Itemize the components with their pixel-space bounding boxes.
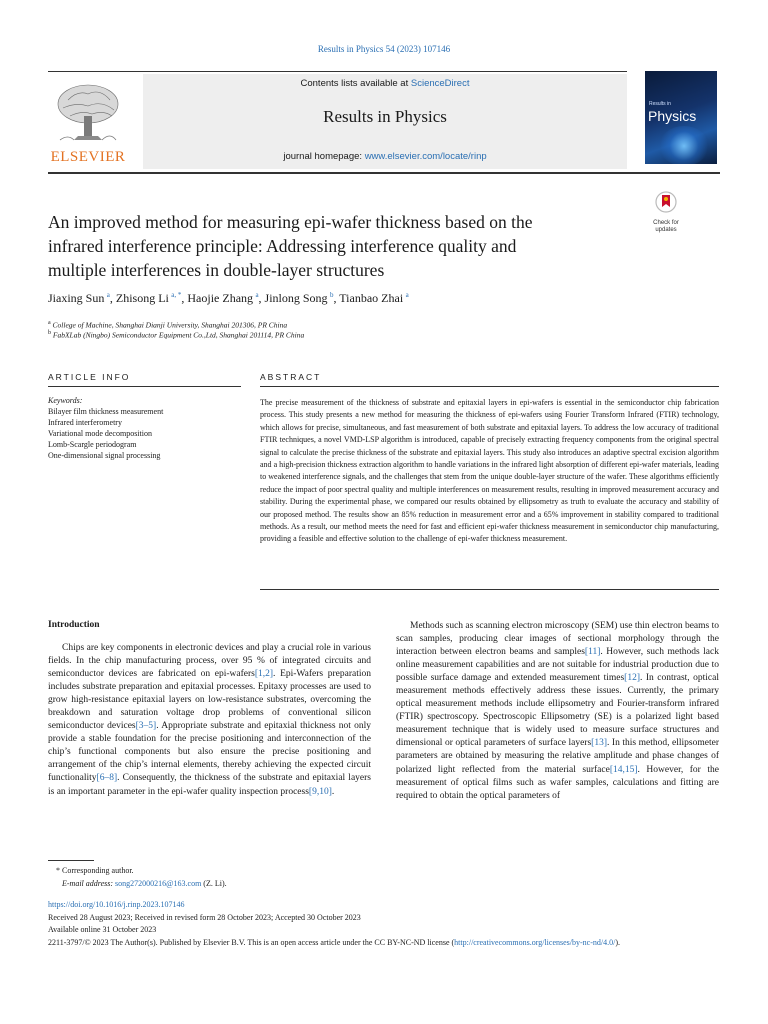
paragraph-text: . However, for the measurement of optical films such as wafer samples, calculations and fitting are required to obtain the optical parameters of bbox=[396, 764, 719, 801]
email-suffix: (Z. Li). bbox=[201, 879, 227, 888]
abstract-heading: ABSTRACT bbox=[260, 372, 322, 382]
keyword-item: One-dimensional signal processing bbox=[48, 451, 161, 460]
check-for-updates-button[interactable] bbox=[646, 191, 686, 231]
email-footnote bbox=[62, 879, 227, 888]
author-affil-sup[interactable]: a bbox=[255, 291, 259, 299]
citation-link[interactable]: [11] bbox=[584, 647, 601, 658]
citation-link[interactable]: [13] bbox=[591, 738, 607, 749]
doi-link[interactable]: https://doi.org/10.1016/j.rinp.2023.107146 bbox=[48, 900, 185, 909]
author-name[interactable]: Tianbao Zhai bbox=[339, 291, 404, 305]
email-label: E-mail address: bbox=[62, 879, 114, 888]
paragraph-text: . In contrast, optical measurement methods effectively address these issues. Currently, the primary optical measurement methods include ellipsometry and Fourier-transform infrared (FTIR) spectroscopy. Spectroscopic Ellipsometry (SE) is a polarized light based measurement technique that is widely used to measure surface structures and dimensional or optical parameters of surface layers bbox=[396, 673, 719, 749]
sciencedirect-link[interactable]: ScienceDirect bbox=[410, 78, 470, 89]
license-statement bbox=[48, 937, 720, 948]
citation-link[interactable]: [14,15] bbox=[609, 764, 638, 775]
intro-paragraph-left bbox=[48, 642, 371, 799]
cover-glow bbox=[659, 126, 709, 164]
author-affil-sup[interactable]: a bbox=[106, 291, 110, 299]
check-updates-line2: updates bbox=[655, 226, 677, 233]
contents-prefix: Contents lists available at bbox=[300, 78, 411, 89]
homepage-link[interactable]: www.elsevier.com/locate/rinp bbox=[364, 151, 487, 162]
paragraph-text: . In this method, ellipsometer parameters are obtained by measuring the relative amplitude and phase changes of polarized light reflected from the material surface bbox=[396, 738, 719, 775]
affil-text: FabXLab (Ningbo) Semiconductor Equipment Co.,Ltd, Shanghai 201114, PR China bbox=[52, 330, 305, 340]
corresponding-author-note: * Corresponding author. bbox=[56, 866, 134, 875]
abstract-rule-bottom bbox=[260, 589, 719, 590]
check-updates-icon bbox=[655, 191, 677, 215]
elsevier-wordmark: ELSEVIER bbox=[50, 149, 126, 165]
citation-link[interactable]: [9,10] bbox=[308, 786, 332, 797]
author-name[interactable]: Jiaxing Sun bbox=[48, 291, 105, 305]
keywords-label: Keywords: bbox=[48, 396, 83, 405]
body-column-left bbox=[48, 620, 371, 799]
running-header[interactable]: Results in Physics 54 (2023) 107146 bbox=[317, 44, 451, 54]
title-line: An improved method for measuring epi-wafer thickness based on the bbox=[48, 212, 533, 232]
journal-cover-image[interactable] bbox=[645, 71, 717, 164]
title-line: infrared interference principle: Addressing interference quality and bbox=[48, 236, 517, 256]
affiliation-a bbox=[48, 320, 287, 330]
article-title bbox=[48, 210, 618, 282]
header-rule-top bbox=[48, 71, 627, 72]
citation-link[interactable]: [3–5] bbox=[135, 721, 157, 732]
affiliation-b bbox=[48, 330, 304, 340]
keyword-item: Lomb-Scargle periodogram bbox=[48, 440, 137, 449]
paragraph-text: . However, such methods lack online measurement capabilities and are not suitable for industrial production due to possible surface damage and extended measurement times bbox=[396, 647, 719, 684]
check-updates-line1: Check for bbox=[653, 220, 679, 226]
keyword-item: Bilayer film thickness measurement bbox=[48, 407, 164, 416]
keywords-list bbox=[48, 406, 163, 461]
received-dates: Received 28 August 2023; Received in revised form 28 October 2023; Accepted 30 October 2023 bbox=[48, 913, 361, 922]
paragraph-text: . Epi-Wafers preparation includes substrate preparation and epitaxial processes. Epitaxy processes are used to grow high-resistance epitaxial layers on low-resistance substrates, overcoming the breakdown and saturation voltage drop problems of conventional silicon semiconductor devices bbox=[48, 669, 372, 732]
email-link[interactable]: song272000216@163.com bbox=[115, 879, 202, 888]
paragraph-text: Methods such as scanning electron microscopy (SEM) use thin electron beams to scan samples, producing clear images of sectional morphology through the interaction between electron beams and samples bbox=[396, 621, 719, 658]
citation-link[interactable]: [12] bbox=[624, 673, 640, 684]
keyword-item: Infrared interferometry bbox=[48, 418, 122, 427]
paragraph-text: Chips are key components in electronic devices and play a crucial role in various fields. In the chip manufacturing process, over 95 % of integrated circuits and semiconductor devices are fabricated on epi-wafers bbox=[48, 643, 371, 680]
author-list: Jiaxing Sun $^a$, Zhisong Li $^{a, *}$, Haojie Zhang $^a$, Jinlong Song $^b$, Tianbao Zhai $^a$ bbox=[48, 291, 409, 305]
paragraph-text: . bbox=[331, 786, 335, 797]
author-affil-sup[interactable]: a, * bbox=[171, 291, 182, 299]
footnote-rule bbox=[48, 860, 94, 861]
paragraph-text: . Consequently, the thickness of the substrate and epitaxial layers is an important parameter in the epi-wafer quality inspection process bbox=[48, 773, 371, 797]
license-end: ). bbox=[615, 938, 620, 947]
article-info-rule bbox=[48, 386, 241, 387]
paragraph-text: . Appropriate substrate and epitaxial thickness not only provide a stable foundation for the precise positioning and interconnection of the chip’s functional components but also ensure the precise positioning and arrangement of the chip’s internal elements, thereby achieving the expected circuit functionality bbox=[48, 721, 371, 784]
contents-line bbox=[143, 78, 627, 89]
affil-sup: b bbox=[48, 330, 51, 336]
journal-title: Results in Physics bbox=[323, 107, 447, 126]
cover-title-text: Physics bbox=[648, 108, 697, 124]
article-info-heading: ARTICLE INFO bbox=[48, 372, 131, 382]
license-link[interactable]: http://creativecommons.org/licenses/by-nc-nd/4.0/ bbox=[454, 938, 616, 947]
homepage-prefix: journal homepage: bbox=[283, 151, 365, 162]
header-rule-bottom bbox=[48, 172, 720, 174]
body-column-right bbox=[396, 620, 719, 803]
author-affil-sup[interactable]: a bbox=[405, 291, 409, 299]
keyword-item: Variational mode decomposition bbox=[48, 429, 152, 438]
introduction-heading: Introduction bbox=[48, 620, 100, 630]
author-affil-sup[interactable]: b bbox=[329, 291, 334, 299]
author-name[interactable]: Zhisong Li bbox=[115, 291, 169, 305]
license-text: 2211-3797/© 2023 The Author(s). Published by Elsevier B.V. This is an open access article under the CC BY-NC-ND license ( bbox=[48, 938, 455, 947]
affil-text: College of Machine, Shanghai Dianji University, Shanghai 201306, PR China bbox=[52, 320, 288, 330]
homepage-line bbox=[143, 151, 627, 162]
abstract-text: The precise measurement of the thickness of substrate and epitaxial layers in epi-wafers is essential in the semiconductor chip fabrication process. This study presents a new method for measuring the thickness of epi-wafers using Fourier Transform Infrared (FTIR) technology, which allows for precise, simultaneous, and fast measurement of both substrate and epitaxial layers. To address the low accuracy of traditional FTIR techniques, a novel VMD-LSP algorithm is introduced, capable of precisely extracting frequency components from the original spectral signal to calculate the precise thickness of the substrate and epitaxial layers. This study also introduces an adaptive spectral excision algorithm and a high-precision thickness extraction algorithm to handle variations in the infrared light absorption of different epi-wafer materials, leading to weakened interference signals, and the challenges that stem from the unique double-layer structure of the wafer. These algorithms efficiently reduce the impact of poor spectral quality and multiple interferences on measurement results, resulting in improved measurement accuracy and stability. During the experimental phase, we compared our results obtained by ellipsometry as truth to evaluate the accuracy and stability of our proposed method. The results show an 85% reduction in measurement error and a 65% improvement in stability compared to traditional methods. As a result, our method meets the need for fast and efficient epi-wafer thickness measurement in semiconductor chip manufacturing, providing a feasible and effective solution to the challenge of epi-wafer thickness measurement. bbox=[260, 398, 719, 544]
author-name[interactable]: Haojie Zhang bbox=[187, 291, 254, 305]
abstract-rule-top bbox=[260, 386, 719, 387]
intro-paragraph-right bbox=[396, 620, 719, 803]
affil-sup: a bbox=[48, 320, 51, 326]
title-line: multiple interferences in double-layer structures bbox=[48, 260, 385, 280]
citation-link[interactable]: [1,2] bbox=[254, 669, 274, 680]
available-online: Available online 31 October 2023 bbox=[48, 925, 157, 934]
cover-small-text: Results in bbox=[649, 101, 671, 107]
citation-link[interactable]: [6–8] bbox=[96, 773, 118, 784]
author-name[interactable]: Jinlong Song bbox=[264, 291, 328, 305]
